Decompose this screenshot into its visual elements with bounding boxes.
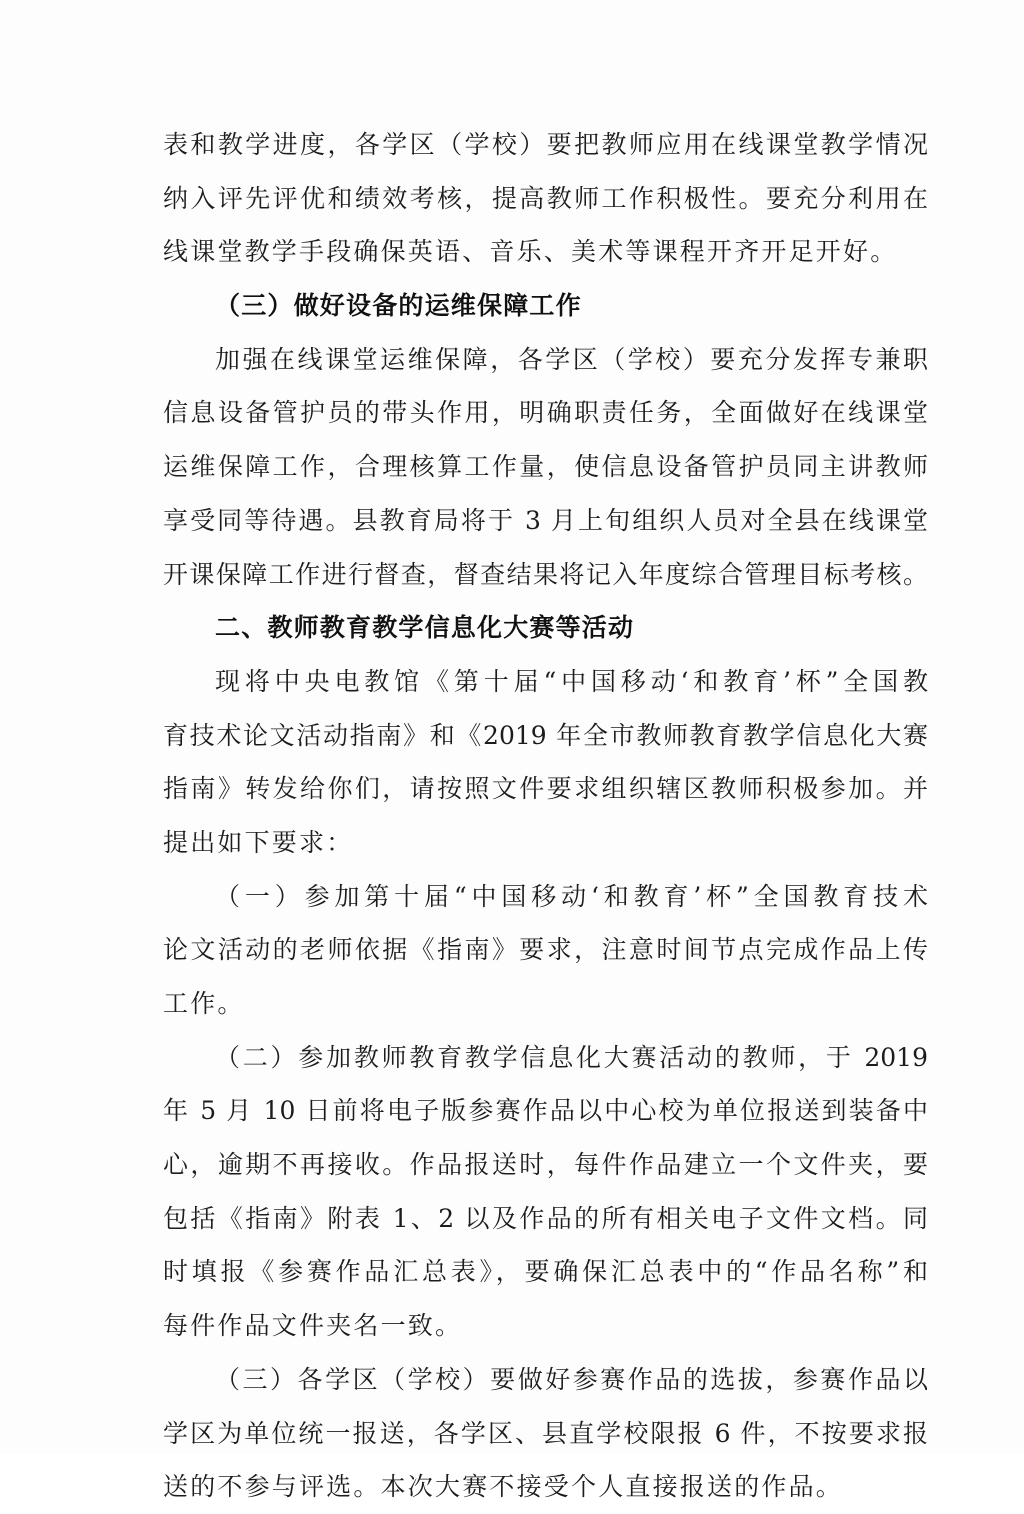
paragraph-line: 年 5 月 10 日前将电子版参赛作品以中心校为单位报送到装备中 bbox=[163, 1096, 928, 1126]
paragraph-line: 表和教学进度，各学区（学校）要把教师应用在线课堂教学情况 bbox=[163, 130, 928, 159]
paragraph-line: 论文活动的老师依据《指南》要求，注意时间节点完成作品上传 bbox=[163, 935, 928, 965]
paragraph-line: 学区为单位统一报送，各学区、县直学校限报 6 件，不按要求报 bbox=[163, 1418, 928, 1448]
requirement-item-1 bbox=[163, 870, 928, 1031]
paragraph-line: 育技术论文活动指南》和《2019 年全市教师教育教学信息化大赛 bbox=[163, 720, 928, 750]
paragraph-line: 纳入评先评优和绩效考核，提高教师工作积极性。要充分利用在 bbox=[163, 183, 928, 213]
paragraph-line: （一）参加第十届“中国移动‘和教育’杯”全国教育技术 bbox=[215, 881, 928, 911]
paragraph-line: 加强在线课堂运维保障，各学区（学校）要充分发挥专兼职 bbox=[215, 344, 928, 374]
paragraph-line: 信息设备管护员的带头作用，明确职责任务，全面做好在线课堂 bbox=[163, 398, 928, 428]
paragraph-line: 现将中央电教馆《第十届“中国移动‘和教育’杯”全国教 bbox=[215, 666, 928, 696]
paragraph-line: 送的不参与评选。本次大赛不接受个人直接报送的作品。 bbox=[163, 1472, 844, 1502]
paragraph-line: 每件作品文件夹名一致。 bbox=[163, 1311, 463, 1341]
paragraph-maintenance bbox=[163, 333, 928, 601]
paragraph-teaching-schedule bbox=[163, 118, 928, 279]
paragraph-line: 运维保障工作，合理核算工作量，使信息设备管护员同主讲教师 bbox=[163, 452, 928, 482]
paragraph-line: 提出如下要求： bbox=[163, 827, 354, 857]
paragraph-line: （二）参加教师教育教学信息化大赛活动的教师，于 2019 bbox=[215, 1042, 928, 1072]
paragraph-forwarding bbox=[163, 655, 928, 870]
requirement-item-3 bbox=[163, 1353, 928, 1514]
paragraph-line: 开课保障工作进行督查，督查结果将记入年度综合管理目标考核。 bbox=[163, 559, 928, 589]
paragraph-line: 指南》转发给你们，请按照文件要求组织辖区教师积极参加。并 bbox=[163, 774, 928, 804]
requirement-item-2 bbox=[163, 1031, 928, 1353]
paragraph-line: 线课堂教学手段确保英语、音乐、美术等课程开齐开足开好。 bbox=[163, 237, 898, 267]
paragraph-line: 工作。 bbox=[163, 989, 245, 1018]
section-heading-competition: 二、教师教育教学信息化大赛等活动 bbox=[215, 613, 635, 643]
subheading-equipment-maintenance: （三）做好设备的运维保障工作 bbox=[215, 291, 582, 321]
document-body bbox=[163, 118, 928, 1514]
paragraph-line: 时填报《参赛作品汇总表》，要确保汇总表中的“作品名称”和 bbox=[163, 1257, 928, 1287]
paragraph-line: 包括《指南》附表 1、2 以及作品的所有相关电子文件文档。同 bbox=[163, 1203, 928, 1233]
paragraph-line: （三）各学区（学校）要做好参赛作品的选拔，参赛作品以 bbox=[215, 1364, 928, 1394]
paragraph-line: 享受同等待遇。县教育局将于 3 月上旬组织人员对全县在线课堂 bbox=[163, 505, 928, 535]
paragraph-line: 心，逾期不再接收。作品报送时，每件作品建立一个文件夹，要 bbox=[163, 1150, 928, 1180]
